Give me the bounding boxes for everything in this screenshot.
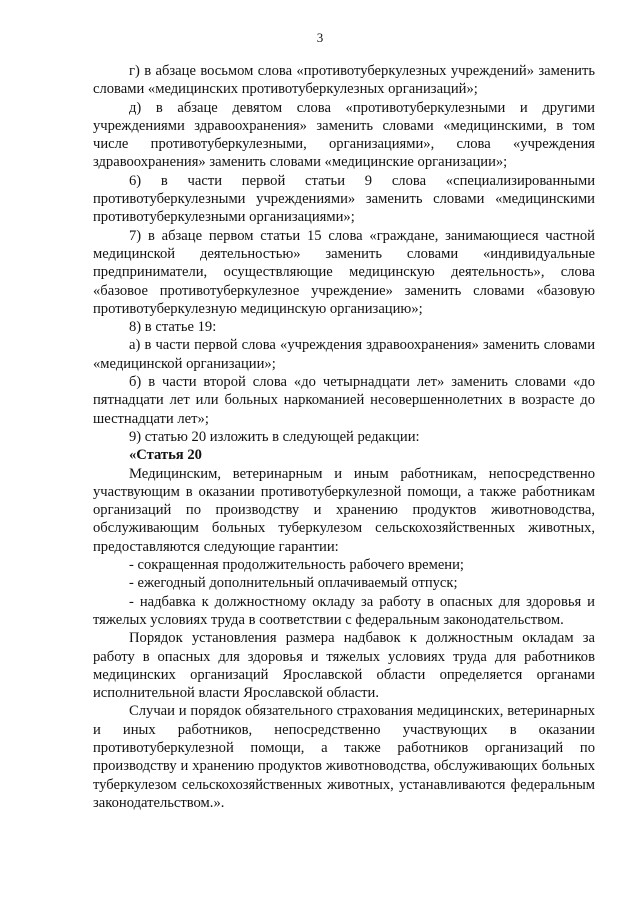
guarantee-list-item-2: - ежегодный дополнительный оплачиваемый отпуск;	[129, 575, 458, 592]
paragraph-item-g: г) в абзаце восьмом слова «противотуберкулезных учреждений» заменить словами «медицинских противотуберкулезных организаций»;	[93, 63, 595, 98]
paragraph-item-d: д) в абзаце девятом слова «противотуберкулезными и другими учреждениями здравоохранения» заменить словами «медицинскими, в том числе противотуберкулезными, организациями», слова «учреждения здравоохранения» заменить словами «медицинские организации»;	[93, 99, 595, 171]
paragraph-item-6: 6) в части первой статьи 9 слова «специализированными противотуберкулезными учреждениями» заменить словами «медицинскими противотуберкулезными организациями»;	[93, 172, 595, 226]
paragraph-item-9: 9) статью 20 изложить в следующей редакции:	[129, 428, 420, 445]
article-20-paragraph-1: Медицинским, ветеринарным и иным работникам, непосредственно участвующим в оказании противотуберкулезной помощи, а также работникам организаций по производству и хранению продуктов животноводства, обслуживающим больных туберкулезом сельскохозяйственных животных, предоставляются следующие гарантии:	[93, 465, 595, 555]
paragraph-item-8a: а) в части первой слова «учреждения здравоохранения» заменить словами «медицинской организации»;	[93, 337, 595, 372]
article-20-paragraph-3: Случаи и порядок обязательного страхования медицинских, ветеринарных и иных работников, непосредственно участвующих в оказании противотуберкулезной помощи, а также работников организаций по производству и хранению продуктов животноводства, обслуживающих больных туберкулезом сельскохозяйственных животных, устанавливаются федеральным законодательством.».	[93, 703, 595, 811]
guarantee-list-item-3: - надбавка к должностному окладу за работу в опасных для здоровья и тяжелых условиях труда в соответствии с федеральным законодательством.	[93, 593, 595, 628]
document-body	[93, 62, 595, 812]
guarantee-list-item-1: - сокращенная продолжительность рабочего времени;	[129, 557, 464, 574]
article-20-paragraph-2: Порядок установления размера надбавок к должностным окладам за работу в опасных для здоровья и тяжелых условиях труда для работников медицинских организаций Ярославской области определяется органами исполнительной власти Ярославской области.	[93, 630, 595, 702]
paragraph-item-7: 7) в абзаце первом статьи 15 слова «граждане, занимающиеся частной медицинской деятельностью» заменить словами «индивидуальные предприниматели, осуществляющие медицинскую деятельность», слова «базовое противотуберкулезное учреждение» заменить словами «базовую противотуберкулезную медицинскую организацию»;	[93, 227, 595, 317]
paragraph-item-8: 8) в статье 19:	[129, 319, 217, 336]
article-20-heading: «Статья 20	[129, 447, 202, 464]
paragraph-item-8b: б) в части второй слова «до четырнадцати лет» заменить словами «до пятнадцати лет или больных наркоманией несовершеннолетних в возрасте до шестнадцати лет»;	[93, 374, 595, 427]
page-number: 3	[316, 30, 324, 45]
